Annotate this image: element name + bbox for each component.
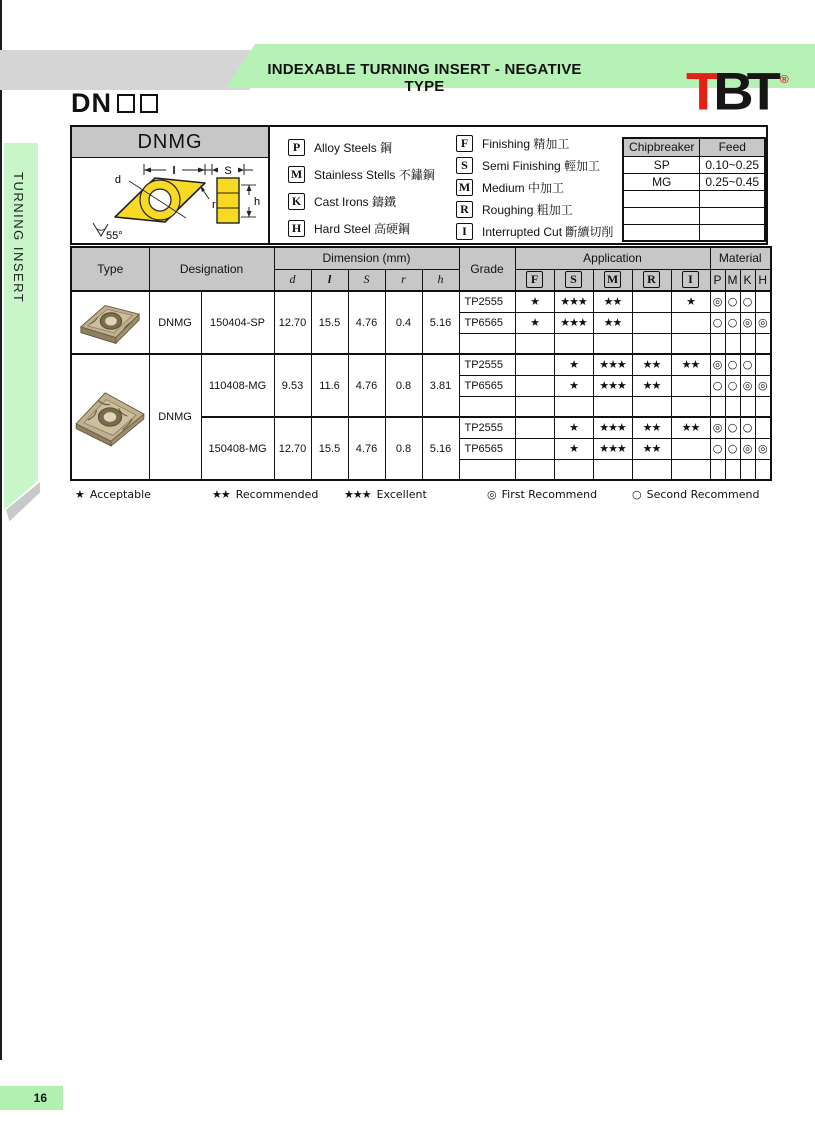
dim-col-r: r [385,269,422,291]
mat-rating: ○ [725,312,740,333]
mat-rating: ◎ [740,312,755,333]
material-code-box: K [288,193,305,210]
app-rating [632,333,671,354]
dim-l: 15.5 [311,417,348,480]
mat-col-k: K [740,269,755,291]
app-rating [671,375,710,396]
app-rating [593,459,632,480]
app-col-r [632,269,671,291]
chipbreaker-value [623,207,700,224]
app-rating [554,396,593,417]
page-number-bar [0,1086,63,1110]
mat-rating [725,459,740,480]
app-rating [671,438,710,459]
mat-rating [740,333,755,354]
app-rating [671,312,710,333]
app-rating [515,354,554,375]
mat-rating: ○ [725,375,740,396]
app-rating: ★★★ [554,312,593,333]
material-legend [288,134,435,242]
legend-label: First Recommend [501,488,598,501]
grade [459,333,515,354]
mat-rating [740,459,755,480]
insert-side-view [217,178,239,223]
star-symbol: ★ [75,488,84,501]
mat-rating: ◎ [710,291,725,312]
app-rating [632,291,671,312]
star-symbol: ★★ [212,488,230,501]
diagram-label-d: d [114,174,121,186]
grade: TP6565 [459,375,515,396]
dim-h: 5.16 [422,291,459,354]
app-rating: ★★ [632,375,671,396]
legend-item-h [288,215,435,242]
legend-label: Recommended [235,488,319,501]
app-rating: ★★ [593,312,632,333]
dim-r: 0.8 [385,354,422,417]
grade: TP6565 [459,312,515,333]
app-rating [515,417,554,438]
mat-rating [755,396,771,417]
app-col-s [554,269,593,291]
application-code-box: S [456,157,473,174]
mat-rating: ○ [740,417,755,438]
mat-rating: ○ [725,354,740,375]
dim-col-h: h [422,269,459,291]
designation-name: DNMG [149,354,201,480]
banner-gray-strip [0,50,250,90]
mat-rating [725,396,740,417]
feed-value: 0.25~0.45 [700,173,765,190]
app-rating [671,459,710,480]
insert-dimension-diagram [72,158,268,243]
mat-rating: ◎ [710,417,725,438]
feed-value [700,207,765,224]
mat-rating [755,417,771,438]
logo-part2: BT [713,61,774,121]
feed-value [700,224,765,241]
grade [459,396,515,417]
mat-rating [725,333,740,354]
diagram-label-angle: 55° [106,230,123,242]
material-code-box: H [288,220,305,237]
mat-rating: ◎ [755,438,771,459]
feed-value: 0.10~0.25 [700,156,765,173]
mat-rating: ○ [710,438,725,459]
app-rating: ★ [554,417,593,438]
insert-photo-image [75,297,145,349]
app-rating: ★ [554,438,593,459]
app-rating: ★★★ [554,291,593,312]
legend-excellent [344,488,427,501]
chipbreaker-value: MG [623,173,700,190]
mat-rating: ○ [710,375,725,396]
col-header-designation: Designation [149,247,274,291]
legend-item-m2 [456,176,613,198]
app-rating: ★★ [632,354,671,375]
app-rating [671,396,710,417]
material-label: Alloy Steels 鋼 [314,141,393,155]
diagram-label-r: r [212,199,216,211]
mat-rating: ○ [725,417,740,438]
dim-d: 12.70 [274,417,311,480]
feed-header: Feed [700,138,765,156]
app-rating [593,333,632,354]
mat-rating [740,396,755,417]
app-rating: ★ [515,312,554,333]
app-col-s-box: S [565,271,582,288]
application-code-box: F [456,135,473,152]
grade: TP2555 [459,417,515,438]
col-header-material: Material [710,247,771,269]
mat-rating: ○ [740,291,755,312]
mat-rating [710,333,725,354]
mat-col-p: P [710,269,725,291]
app-rating [632,312,671,333]
legend-item-f [456,132,613,154]
material-label: Hard Steel 高硬鋼 [314,222,411,236]
material-label: Cast Irons 鑄鐵 [314,195,397,209]
application-label: Medium 中加工 [482,180,565,195]
designation-number: 150404-SP [201,291,274,354]
mat-rating: ◎ [755,312,771,333]
app-rating: ★★ [632,438,671,459]
col-header-type: Type [71,247,149,291]
dim-s: 4.76 [348,354,385,417]
grade: TP2555 [459,354,515,375]
legend-label: Excellent [376,488,427,501]
series-placeholder-square [117,94,135,113]
app-col-f-box: F [526,271,543,288]
application-label: Roughing 粗加工 [482,202,573,217]
mat-rating [710,396,725,417]
app-col-m [593,269,632,291]
diagram-label-l: l [172,165,176,177]
registered-mark: ® [779,72,789,86]
legend-recommended [212,488,318,501]
chipbreaker-value [623,224,700,241]
insert-photo [71,354,149,480]
chipbreaker-feed-table [622,137,766,242]
diagram-label-h: h [254,196,261,208]
app-rating: ★★ [671,354,710,375]
grade: TP6565 [459,438,515,459]
mat-rating [755,354,771,375]
model-name: DNMG [72,127,268,158]
dim-col-l: l [311,269,348,291]
grade: TP2555 [459,291,515,312]
dim-l: 15.5 [311,291,348,354]
model-column [72,127,270,243]
series-title [71,88,158,119]
app-rating [554,333,593,354]
legend-first-recommend [487,488,597,501]
app-rating [515,396,554,417]
app-rating: ★ [554,375,593,396]
legend-item-p [288,134,435,161]
legend-label: Second Recommend [646,488,760,501]
page-number: 16 [33,1091,47,1105]
mat-rating: ◎ [740,375,755,396]
application-legend [456,132,613,242]
dim-l: 11.6 [311,354,348,417]
star-symbol: ★★★ [344,488,371,501]
app-rating [515,438,554,459]
app-rating [515,459,554,480]
legend-label: Acceptable [89,488,151,501]
material-label: Stainless Stells 不鏽鋼 [314,168,435,182]
app-rating: ★★ [632,417,671,438]
application-label: Interrupted Cut 斷續切削 [482,224,614,239]
series-prefix: DN [71,88,112,118]
mat-rating: ○ [740,354,755,375]
circle-symbol: ○ [632,488,641,501]
mat-rating [710,459,725,480]
app-rating: ★ [671,291,710,312]
application-label: Finishing 精加工 [482,136,570,151]
legend-acceptable [75,488,151,501]
legend-item-i [456,220,613,242]
insert-hole [149,189,171,211]
col-header-dimension: Dimension (mm) [274,247,459,269]
page-title: INDEXABLE TURNING INSERT - NEGATIVE TYPE [267,61,582,95]
dim-s: 4.76 [348,417,385,480]
mat-rating: ◎ [755,375,771,396]
legend-item-k [288,188,435,215]
mat-rating: ◎ [710,354,725,375]
mat-col-h: H [755,269,771,291]
material-code-box: P [288,139,305,156]
designation-number: 110408-MG [201,354,274,417]
legend-second-recommend [632,488,759,501]
dim-s: 4.76 [348,291,385,354]
application-label: Semi Finishing 輕加工 [482,158,601,173]
chipbreaker-header: Chipbreaker [623,138,700,156]
app-rating [671,333,710,354]
app-rating [632,396,671,417]
sidebar-section-label: TURNING INSERT [11,172,26,304]
dim-col-s: S [348,269,385,291]
app-rating [632,459,671,480]
mat-rating: ○ [725,291,740,312]
dim-col-d: d [274,269,311,291]
chipbreaker-value [623,190,700,207]
application-code-box: R [456,201,473,218]
app-rating: ★★★ [593,375,632,396]
chipbreaker-value: SP [623,156,700,173]
app-rating: ★ [554,354,593,375]
mat-rating [755,333,771,354]
application-code-box: M [456,179,473,196]
app-rating: ★★★ [593,438,632,459]
dim-d: 12.70 [274,291,311,354]
app-rating: ★★★ [593,417,632,438]
series-placeholder-square [140,94,158,113]
mat-rating: ○ [710,312,725,333]
app-rating: ★★ [593,291,632,312]
col-header-grade: Grade [459,247,515,291]
legend-item-r [456,198,613,220]
mat-rating [755,459,771,480]
grade [459,459,515,480]
mat-col-m: M [725,269,740,291]
insert-photo [71,291,149,354]
app-col-m-box: M [604,271,621,288]
spec-table [70,246,772,481]
left-edge-rule [0,0,2,1060]
mat-rating: ○ [725,438,740,459]
dim-h: 3.81 [422,354,459,417]
dim-d: 9.53 [274,354,311,417]
app-rating [515,375,554,396]
logo-part1: T [686,61,714,121]
app-rating: ★ [515,291,554,312]
legend-item-m [288,161,435,188]
material-code-box: M [288,166,305,183]
app-rating: ★★★ [593,354,632,375]
dim-h: 5.16 [422,417,459,480]
app-rating [515,333,554,354]
feed-value [700,190,765,207]
app-rating: ★★ [671,417,710,438]
app-rating [554,459,593,480]
app-rating [593,396,632,417]
designation-name: DNMG [149,291,201,354]
col-header-application: Application [515,247,710,269]
mat-rating: ◎ [740,438,755,459]
dim-r: 0.4 [385,291,422,354]
insert-info-box [70,125,768,245]
insert-photo-image [72,387,148,447]
legend-item-s [456,154,613,176]
app-col-f [515,269,554,291]
app-col-r-box: R [643,271,660,288]
application-code-box: I [456,223,473,240]
designation-number: 150408-MG [201,417,274,480]
app-col-i-box: I [682,271,699,288]
mat-rating [755,291,771,312]
dim-r: 0.8 [385,417,422,480]
diagram-label-s: S [224,165,232,177]
circle-symbol: ◎ [487,488,496,501]
app-col-i [671,269,710,291]
brand-logo [686,50,811,121]
